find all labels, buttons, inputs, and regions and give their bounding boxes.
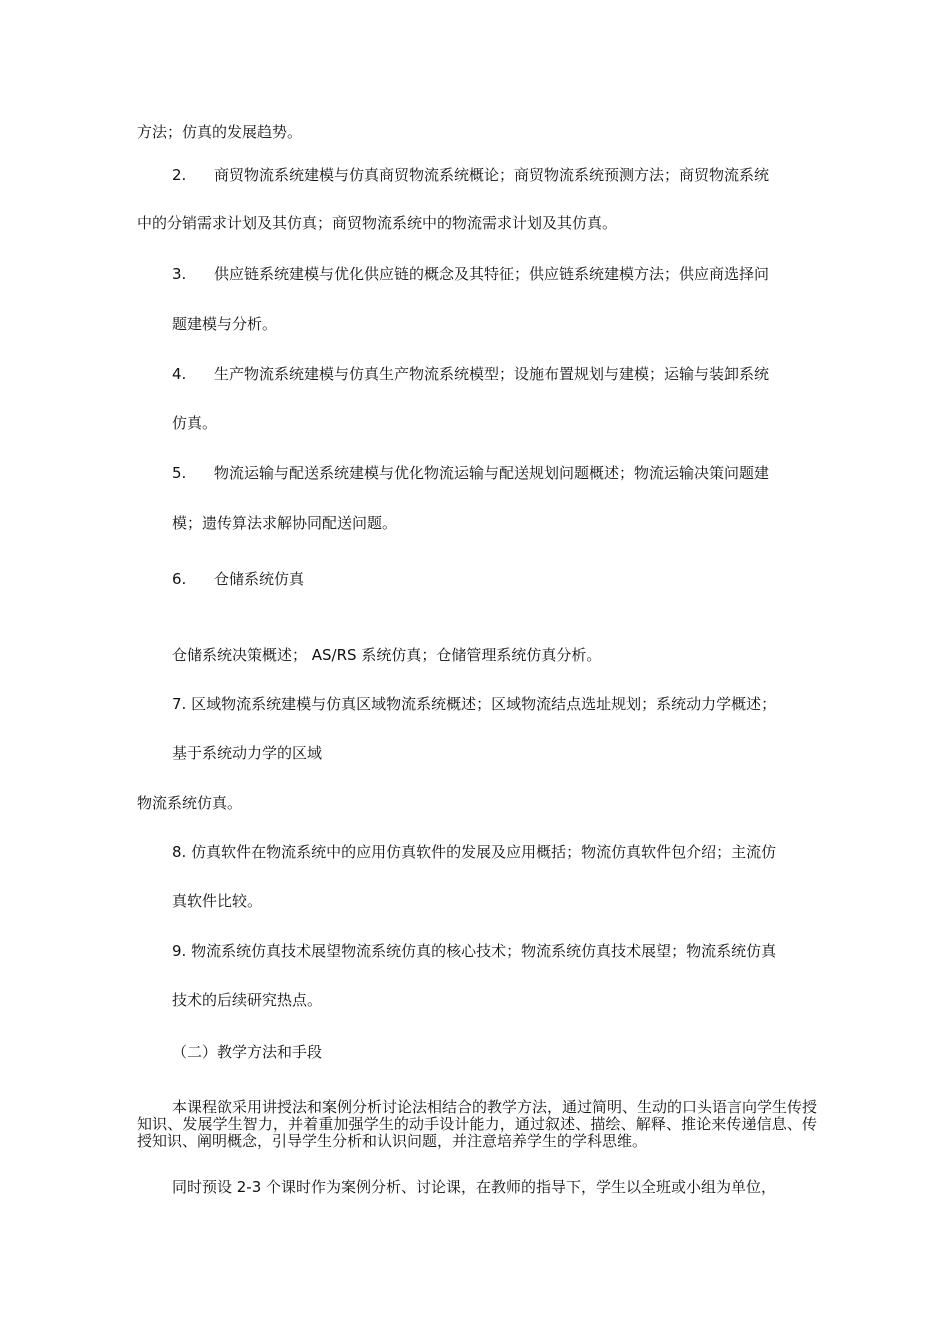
text-line: 中的分销需求计划及其仿真；商贸物流系统中的物流需求计划及其仿真。 <box>137 214 618 232</box>
text-line: 仿真。 <box>172 414 218 432</box>
text-line: 题建模与分析。 <box>172 315 278 333</box>
item-number: 6. <box>172 570 187 588</box>
text-line: 同时预设 2-3 个课时作为案例分析、讨论课，在教师的指导下，学生以全班或小组为单位， <box>172 1178 777 1196</box>
text-line: 基于系统动力学的区域 <box>172 744 323 762</box>
section-heading: （二）教学方法和手段 <box>172 1043 323 1061</box>
list-item-line: 8. 仿真软件在物流系统中的应用仿真软件的发展及应用概括；物流仿真软件包介绍；主流仿 <box>172 843 777 861</box>
list-item-line: 仓储系统仿真 <box>214 570 305 588</box>
list-item-line: 物流运输与配送系统建模与优化物流运输与配送规划问题概述；物流运输决策问题建 <box>214 464 770 482</box>
list-item-line: 供应链系统建模与优化供应链的概念及其特征；供应链系统建模方法；供应商选择问 <box>214 265 770 283</box>
text-line: 物流系统仿真。 <box>137 794 243 812</box>
paragraph: 本课程欲采用讲授法和案例分析讨论法相结合的教学方法，通过简明、生动的口头语言向学生传授知识、发展学生智力，并着重加强学生的动手设计能力，通过叙述、描绘、解释、推论来传递信息、传授知识、阐明概念，引导学生分析和认识问题，并注意培养学生的学科思维。 <box>137 1098 818 1150</box>
text-line: 技术的后续研究热点。 <box>172 991 323 1009</box>
item-number: 2. <box>172 166 187 184</box>
text-line: 真软件比较。 <box>172 892 263 910</box>
list-item-line: 商贸物流系统建模与仿真商贸物流系统概论；商贸物流系统预测方法；商贸物流系统 <box>214 166 770 184</box>
list-item-line: 生产物流系统建模与仿真生产物流系统模型；设施布置规划与建模；运输与装卸系统 <box>214 365 770 383</box>
text-line: 模；遗传算法求解协同配送问题。 <box>172 514 398 532</box>
item-number: 4. <box>172 365 187 383</box>
item-number: 3. <box>172 265 187 283</box>
list-item-line: 9. 物流系统仿真技术展望物流系统仿真的核心技术；物流系统仿真技术展望；物流系统仿真 <box>172 942 777 960</box>
item-number: 5. <box>172 464 187 482</box>
text-line: 仓储系统决策概述； AS/RS 系统仿真；仓储管理系统仿真分析。 <box>172 646 602 664</box>
list-item-line: 7. 区域物流系统建模与仿真区域物流系统概述；区域物流结点选址规划；系统动力学概述； <box>172 695 777 713</box>
text-line: 方法；仿真的发展趋势。 <box>137 123 303 141</box>
